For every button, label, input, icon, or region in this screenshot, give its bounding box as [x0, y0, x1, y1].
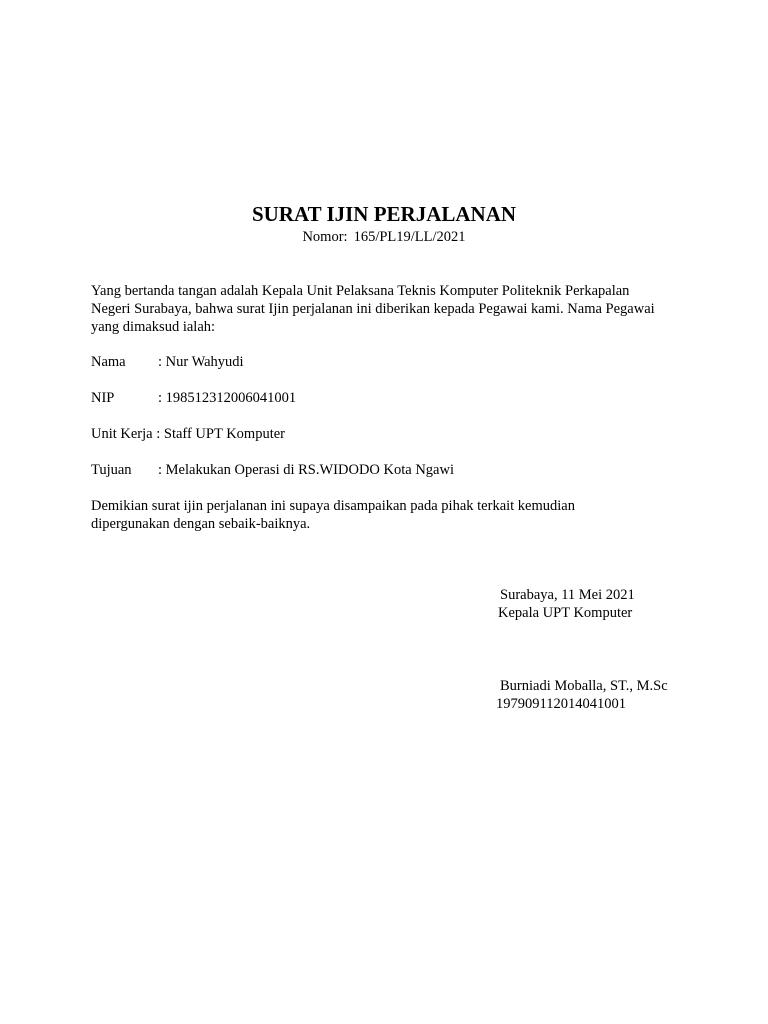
intro-paragraph	[91, 282, 691, 336]
field-unit-kerja-label: Unit Kerja	[91, 426, 153, 442]
letter-title: SURAT IJIN PERJALANAN	[251, 202, 517, 226]
field-nama-value: : Nur Wahyudi	[158, 354, 244, 370]
closing-line: dipergunakan dengan sebaik-baiknya.	[91, 516, 311, 532]
intro-line: Yang bertanda tangan adalah Kepala Unit Pelaksana Teknis Komputer Politeknik Perkapalan	[91, 283, 630, 299]
field-nip-value: : 198512312006041001	[158, 390, 297, 406]
closing-line: Demikian surat ijin perjalanan ini supaya disampaikan pada pihak terkait kemudian	[91, 498, 575, 514]
closing-paragraph	[91, 497, 691, 533]
intro-line: Negeri Surabaya, bahwa surat Ijin perjalanan ini diberikan kepada Pegawai kami. Nama Pegawai	[91, 301, 655, 317]
field-tujuan-value: : Melakukan Operasi di RS.WIDODO Kota Ngawi	[158, 462, 454, 478]
letter-number-value: 165/PL19/LL/2021	[353, 229, 466, 245]
field-nama	[91, 353, 244, 371]
field-unit-kerja	[91, 425, 285, 443]
intro-line: yang dimaksud ialah:	[91, 319, 216, 335]
letter-number	[0, 228, 768, 246]
signature-place-date: Surabaya, 11 Mei 2021	[500, 587, 635, 603]
signature-role: Kepala UPT Komputer	[498, 605, 633, 621]
field-tujuan-label: Tujuan	[91, 462, 132, 478]
letter-number-label: Nomor:	[302, 229, 348, 245]
field-nip	[91, 389, 296, 407]
signature-nip: 197909112014041001	[496, 696, 626, 712]
field-tujuan	[91, 461, 454, 479]
signature-name: Burniadi Moballa, ST., M.Sc	[500, 678, 668, 694]
field-nama-label: Nama	[91, 354, 126, 370]
field-nip-label: NIP	[91, 390, 115, 406]
field-unit-kerja-value: : Staff UPT Komputer	[152, 426, 285, 442]
